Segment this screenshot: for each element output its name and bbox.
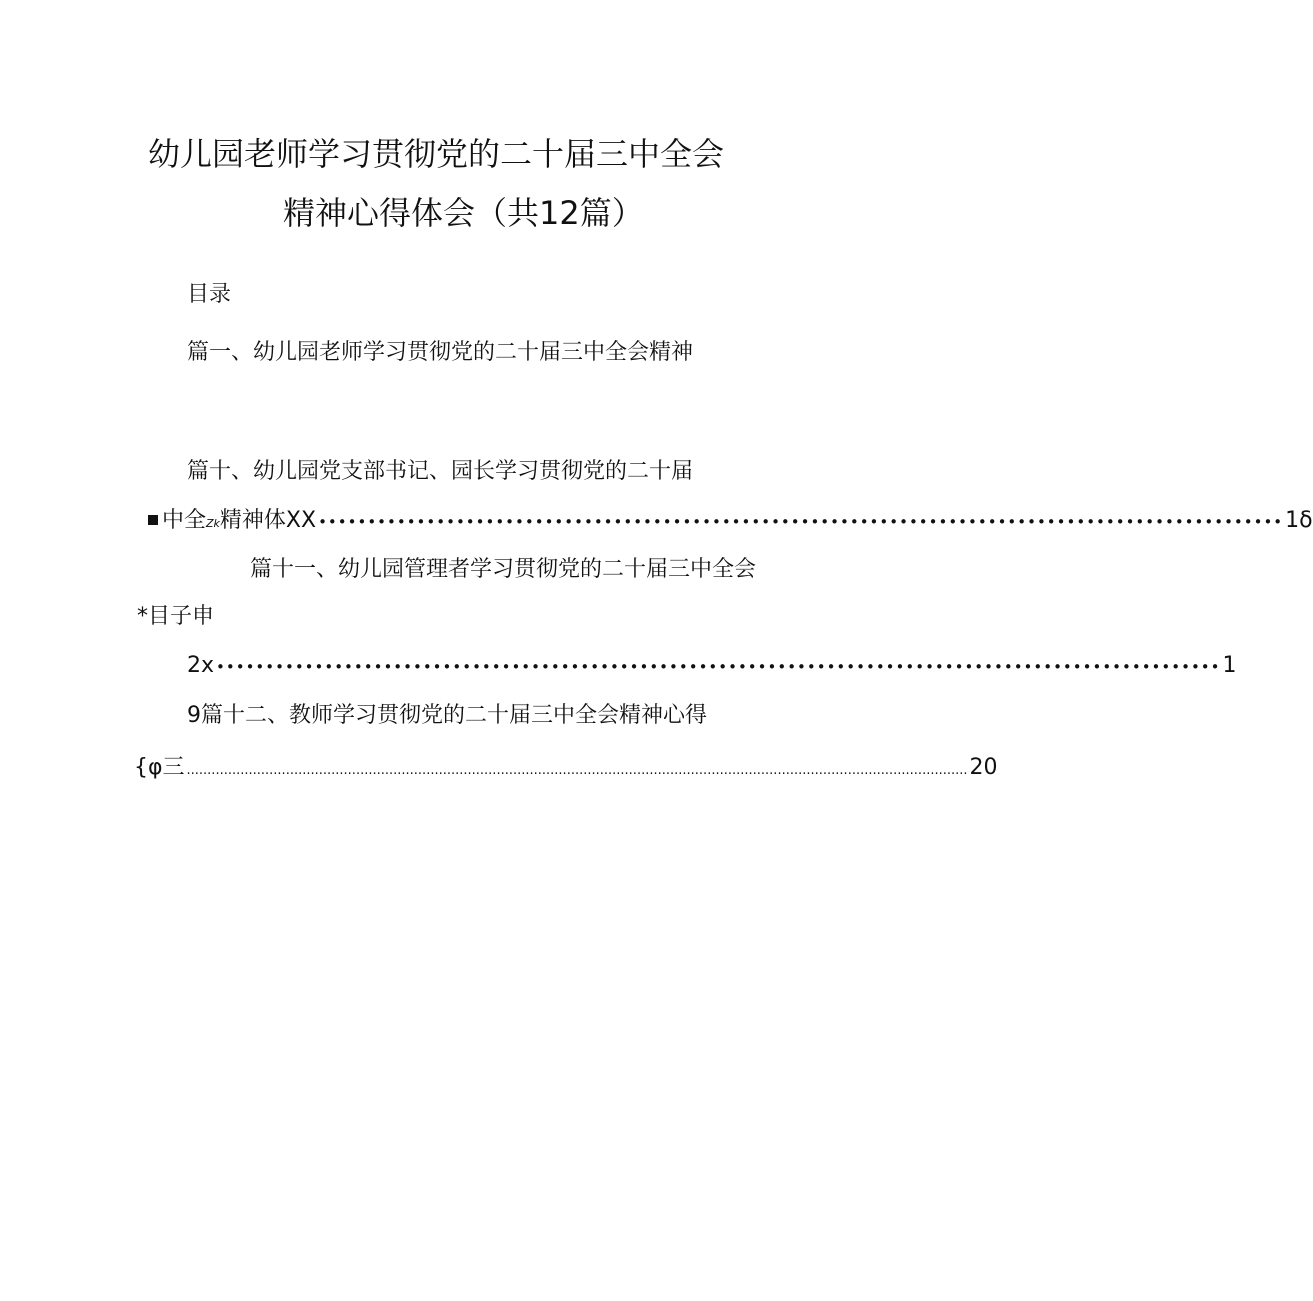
dot-leader: •••••••••••••••••••••••••••••••••••••••••••••••••••••••••••••••••••••••••••••••••••••••••••••••••••••• [216, 658, 1221, 676]
toc-entry-10-line-2 [148, 506, 1313, 539]
toc-entry-12-text: {φ三 [134, 755, 185, 780]
toc-entry-12-line-2 [134, 753, 998, 786]
toc-entry-11-text: 2x [187, 653, 215, 678]
toc-entry-10-text: 中全Zk精神体XX [148, 506, 316, 539]
toc-entry-1: 篇一、幼儿园老师学习贯彻党的二十届三中全会精神 [187, 340, 694, 365]
toc-entry-11-line-2: *目子申 [137, 604, 215, 629]
dot-leader: •••••••••••••••••••••••••••••••••••••••••••••••••••••••••••••••••••••••••••••••••••••••••••••••••• [318, 513, 1284, 531]
dot-leader: ............................................................................................................................................................................................. [186, 763, 968, 778]
toc-entry-12-page: 20 [969, 755, 998, 780]
toc-entry-10-line-1: 篇十、幼儿园党支部书记、园长学习贯彻党的二十届 [187, 459, 694, 484]
toc-heading: 目录 [187, 282, 232, 307]
square-bullet-icon [148, 515, 158, 525]
document-title-line-1: 幼儿园老师学习贯彻党的二十届三中全会 [148, 135, 725, 173]
document-title-line-2: 精神心得体会（共12篇） [283, 194, 644, 232]
toc-entry-12-line-1: 9篇十二、教师学习贯彻党的二十届三中全会精神心得 [187, 703, 707, 728]
toc-entry-11-line-3 [187, 651, 1237, 682]
toc-entry-10-page: 1δ [1285, 508, 1313, 533]
toc-entry-11-line-1: 篇十一、幼儿园管理者学习贯彻党的二十届三中全会 [250, 557, 757, 582]
toc-entry-11-page: 1 [1222, 653, 1237, 678]
